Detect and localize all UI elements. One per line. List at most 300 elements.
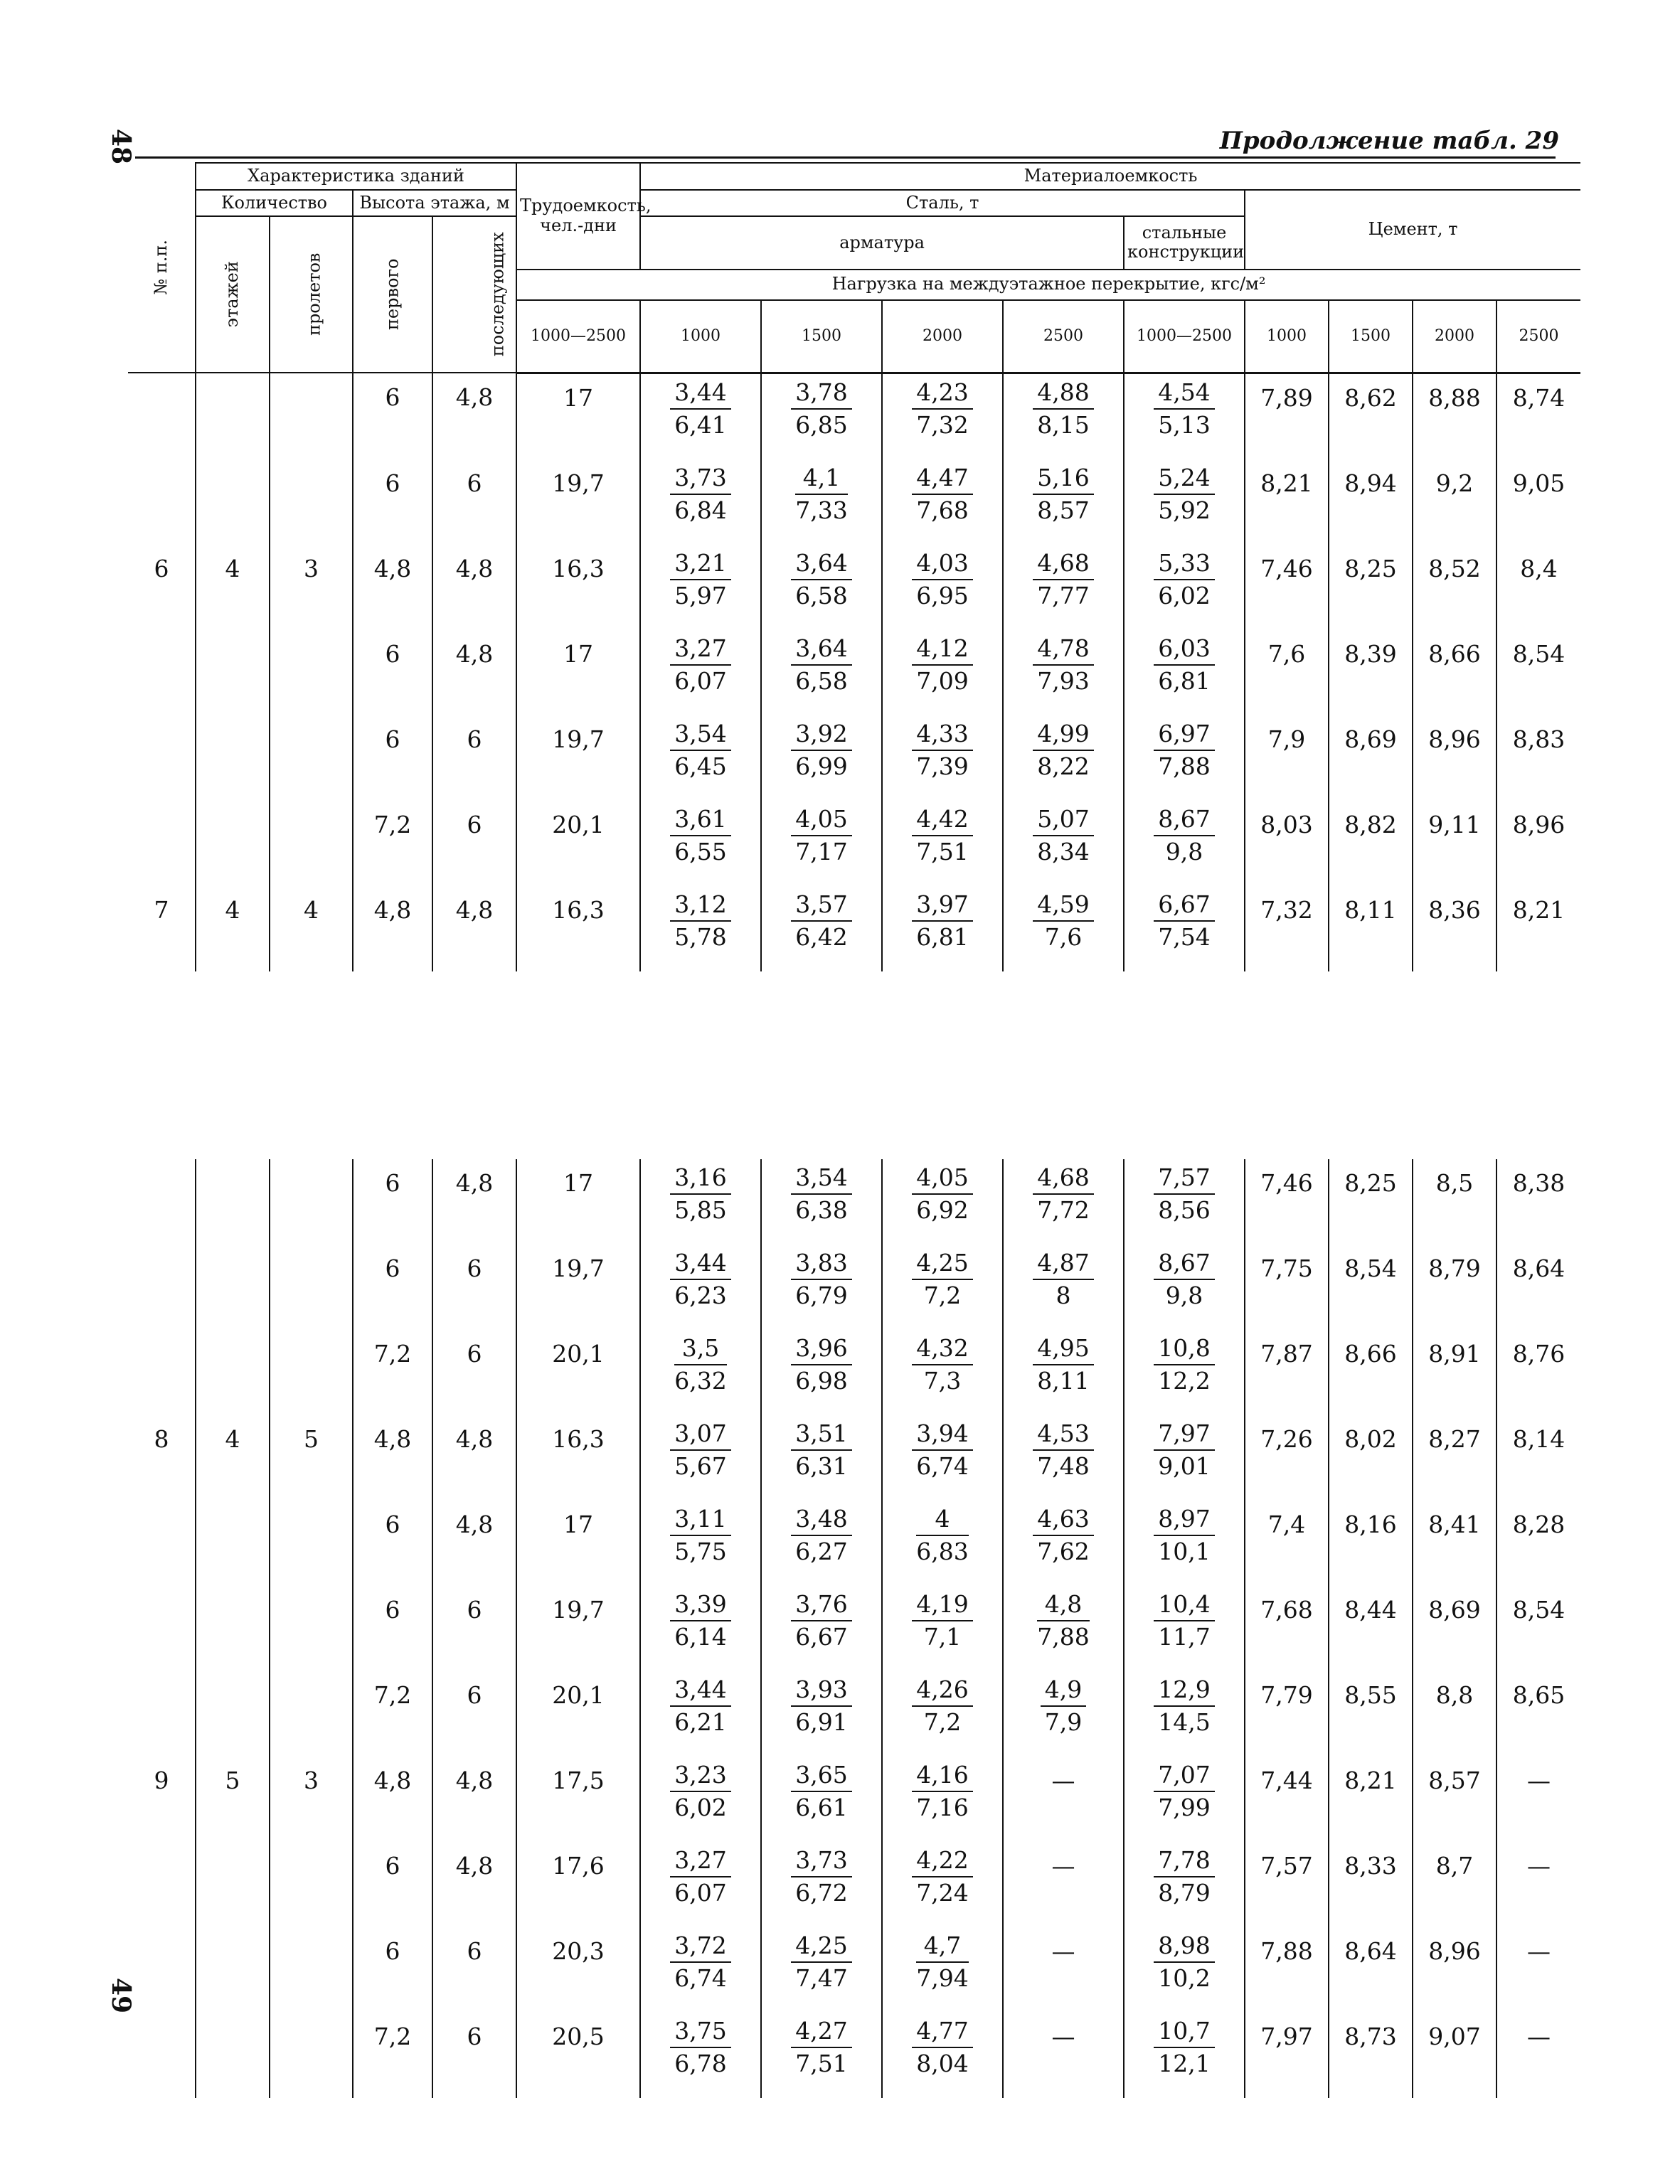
cell-a1: $\frac{3,39}{6,14}$ [640, 1586, 761, 1671]
load-arm-2000: 2000 [882, 300, 1003, 373]
cell-s: $\frac{8,67}{9,8}$ [1124, 1245, 1245, 1330]
cell-s: $\frac{8,97}{10,1}$ [1124, 1501, 1245, 1586]
cell-a2: $\frac{4,27}{7,51}$ [761, 2013, 882, 2098]
steel-header: Сталь, т [640, 190, 1245, 217]
cell-c2: 8,69 [1329, 715, 1413, 801]
cell-et [196, 801, 270, 886]
cell-a1: $\frac{3,27}{6,07}$ [640, 630, 761, 715]
cell-a3: $\frac{4,77}{8,04}$ [882, 2013, 1003, 2098]
cell-s: $\frac{6,97}{7,88}$ [1124, 715, 1245, 801]
load-cem-2500: 2500 [1496, 300, 1580, 373]
cell-a2: $\frac{3,64}{6,58}$ [761, 545, 882, 630]
cell-a4: $\frac{4,8}{7,88}$ [1003, 1586, 1124, 1671]
cell-h2: 6 [432, 715, 516, 801]
cell-c1: 7,87 [1245, 1330, 1329, 1415]
cell-c1: 7,57 [1245, 1842, 1329, 1927]
cell-trud: 17 [516, 373, 640, 459]
cell-h2: 4,8 [432, 1501, 516, 1586]
cell-c1: 7,89 [1245, 373, 1329, 459]
cell-a1: $\frac{3,21}{5,97}$ [640, 545, 761, 630]
cell-h2: 4,8 [432, 1842, 516, 1927]
cell-c2: 8,94 [1329, 459, 1413, 545]
cell-c1: 7,75 [1245, 1245, 1329, 1330]
spans-header: пролетов [270, 216, 353, 373]
page-number-top: 48 [106, 128, 137, 165]
cell-c4: 8,4 [1496, 545, 1580, 630]
cell-c3: 8,79 [1413, 1245, 1496, 1330]
cell-c1: 7,26 [1245, 1415, 1329, 1501]
cell-c3: 8,27 [1413, 1415, 1496, 1501]
cell-c1: 7,79 [1245, 1671, 1329, 1757]
labor-header: Трудоемкость, чел.-дни [516, 163, 640, 270]
load-cem-1000: 1000 [1245, 300, 1329, 373]
table-row [128, 630, 1580, 715]
cell-h1: 4,8 [353, 886, 432, 971]
table-row [128, 373, 1580, 459]
cell-trud: 20,1 [516, 801, 640, 886]
cell-a4: $\frac{4,78}{7,93}$ [1003, 630, 1124, 715]
cell-c3: 9,2 [1413, 459, 1496, 545]
cell-h2: 4,8 [432, 630, 516, 715]
floors-header: этажей [196, 216, 270, 373]
cell-c2: 8,02 [1329, 1415, 1413, 1501]
table-row [128, 801, 1580, 886]
table-row [128, 886, 1580, 971]
table-row [128, 1415, 1580, 1501]
cell-c4: 8,64 [1496, 1245, 1580, 1330]
cell-trud: 20,3 [516, 1927, 640, 2013]
cell-a1: $\frac{3,23}{6,02}$ [640, 1757, 761, 1842]
cell-a4: $\frac{5,07}{8,34}$ [1003, 801, 1124, 886]
cell-c4: 8,38 [1496, 1159, 1580, 1245]
cell-a3: $\frac{4,25}{7,2}$ [882, 1245, 1003, 1330]
cell-trud: 17,5 [516, 1757, 640, 1842]
cell-et [196, 1330, 270, 1415]
cell-h1: 7,2 [353, 1330, 432, 1415]
cell-c2: 8,11 [1329, 886, 1413, 971]
table-body-top [128, 373, 1580, 971]
cell-pr [270, 801, 353, 886]
cell-pr [270, 373, 353, 459]
cell-a3: $\frac{4,12}{7,09}$ [882, 630, 1003, 715]
cell-trud: 17 [516, 1159, 640, 1245]
cell-h1: 6 [353, 630, 432, 715]
load-labor: 1000—2500 [516, 300, 640, 373]
cell-c1: 8,21 [1245, 459, 1329, 545]
cell-s: $\frac{5,33}{6,02}$ [1124, 545, 1245, 630]
cell-c4: 8,21 [1496, 886, 1580, 971]
cell-c3: 9,07 [1413, 2013, 1496, 2098]
cell-c2: 8,55 [1329, 1671, 1413, 1757]
cell-c4: 8,74 [1496, 373, 1580, 459]
cell-a1: $\frac{3,73}{6,84}$ [640, 459, 761, 545]
cell-c3: 8,8 [1413, 1671, 1496, 1757]
cell-h1: 7,2 [353, 2013, 432, 2098]
cell-s: $\frac{10,4}{11,7}$ [1124, 1586, 1245, 1671]
cell-et [196, 2013, 270, 2098]
cell-a3: $\frac{4,03}{6,95}$ [882, 545, 1003, 630]
cell-c4: 8,54 [1496, 630, 1580, 715]
cell-a3: $\frac{4,16}{7,16}$ [882, 1757, 1003, 1842]
cell-a3: $\frac{4}{6,83}$ [882, 1501, 1003, 1586]
cell-s: $\frac{6,03}{6,81}$ [1124, 630, 1245, 715]
cell-a1: $\frac{3,11}{5,75}$ [640, 1501, 761, 1586]
cell-trud: 19,7 [516, 715, 640, 801]
cell-h1: 6 [353, 1159, 432, 1245]
cell-np [128, 630, 196, 715]
cell-a4: $\frac{4,59}{7,6}$ [1003, 886, 1124, 971]
cell-h1: 6 [353, 459, 432, 545]
cell-a4: $\frac{4,68}{7,72}$ [1003, 1159, 1124, 1245]
cell-pr [270, 1842, 353, 1927]
cell-c3: 8,5 [1413, 1159, 1496, 1245]
cell-a2: $\frac{3,92}{6,99}$ [761, 715, 882, 801]
table-row [128, 459, 1580, 545]
cell-np [128, 1671, 196, 1757]
cell-a2: $\frac{3,54}{6,38}$ [761, 1159, 882, 1245]
cell-trud: 20,1 [516, 1330, 640, 1415]
cell-a2: $\frac{4,1}{7,33}$ [761, 459, 882, 545]
cell-s: $\frac{12,9}{14,5}$ [1124, 1671, 1245, 1757]
cell-a4: $\frac{4,63}{7,62}$ [1003, 1501, 1124, 1586]
floor-height-header: Высота этажа, м [353, 190, 516, 217]
cell-a3: $\frac{4,42}{7,51}$ [882, 801, 1003, 886]
table-row [128, 1330, 1580, 1415]
cell-s: $\frac{7,57}{8,56}$ [1124, 1159, 1245, 1245]
cell-c2: 8,66 [1329, 1330, 1413, 1415]
cell-a3: $\frac{3,94}{6,74}$ [882, 1415, 1003, 1501]
cell-et: 4 [196, 545, 270, 630]
cell-et [196, 1671, 270, 1757]
cell-np: 9 [128, 1757, 196, 1842]
table-header [128, 163, 1580, 373]
cell-s: $\frac{6,67}{7,54}$ [1124, 886, 1245, 971]
cell-c3: 8,91 [1413, 1330, 1496, 1415]
cell-c3: 8,57 [1413, 1757, 1496, 1842]
cell-c4: 8,76 [1496, 1330, 1580, 1415]
armature-header: арматура [640, 216, 1124, 270]
cell-c2: 8,39 [1329, 630, 1413, 715]
cell-trud: 19,7 [516, 1245, 640, 1330]
cell-pr [270, 1330, 353, 1415]
cell-a1: $\frac{3,75}{6,78}$ [640, 2013, 761, 2098]
cell-c2: 8,62 [1329, 373, 1413, 459]
cell-pr [270, 1501, 353, 1586]
load-arm-1000: 1000 [640, 300, 761, 373]
cell-c2: 8,25 [1329, 1159, 1413, 1245]
load-arm-1500: 1500 [761, 300, 882, 373]
cell-a4: $\frac{4,87}{8}$ [1003, 1245, 1124, 1330]
cell-a4: $\frac{5,16}{8,57}$ [1003, 459, 1124, 545]
cell-et [196, 1159, 270, 1245]
cell-np [128, 801, 196, 886]
cell-h1: 6 [353, 373, 432, 459]
cell-c3: 8,41 [1413, 1501, 1496, 1586]
cell-c4: — [1496, 2013, 1580, 2098]
cell-a2: $\frac{3,78}{6,85}$ [761, 373, 882, 459]
subsequent-floor-header: последующих [432, 216, 516, 373]
cell-np: 8 [128, 1415, 196, 1501]
table-body-bottom [128, 1159, 1580, 2098]
cell-a2: $\frac{3,57}{6,42}$ [761, 886, 882, 971]
cell-a1: $\frac{3,61}{6,55}$ [640, 801, 761, 886]
cell-c3: 9,11 [1413, 801, 1496, 886]
cell-a1: $\frac{3,44}{6,23}$ [640, 1245, 761, 1330]
cell-c2: 8,33 [1329, 1842, 1413, 1927]
cell-h2: 4,8 [432, 1757, 516, 1842]
cell-c3: 8,96 [1413, 1927, 1496, 2013]
cell-s: $\frac{7,97}{9,01}$ [1124, 1415, 1245, 1501]
cell-np [128, 2013, 196, 2098]
cell-s: $\frac{5,24}{5,92}$ [1124, 459, 1245, 545]
cell-a3: $\frac{4,19}{7,1}$ [882, 1586, 1003, 1671]
cell-c4: 8,96 [1496, 801, 1580, 886]
cell-a2: $\frac{3,51}{6,31}$ [761, 1415, 882, 1501]
cell-a3: $\frac{4,7}{7,94}$ [882, 1927, 1003, 2013]
cell-h2: 4,8 [432, 886, 516, 971]
cell-pr [270, 459, 353, 545]
cell-np [128, 373, 196, 459]
cell-a1: $\frac{3,54}{6,45}$ [640, 715, 761, 801]
cell-trud: 19,7 [516, 1586, 640, 1671]
cell-a4: — [1003, 1842, 1124, 1927]
page-number-bottom: 49 [106, 1977, 137, 2014]
cell-h2: 6 [432, 801, 516, 886]
cell-c4: 8,83 [1496, 715, 1580, 801]
cell-et [196, 459, 270, 545]
cell-a3: $\frac{4,26}{7,2}$ [882, 1671, 1003, 1757]
cell-a2: $\frac{3,93}{6,91}$ [761, 1671, 882, 1757]
cell-et [196, 1927, 270, 2013]
cell-s: $\frac{8,67}{9,8}$ [1124, 801, 1245, 886]
cell-a4: $\frac{4,95}{8,11}$ [1003, 1330, 1124, 1415]
cell-a2: $\frac{3,83}{6,79}$ [761, 1245, 882, 1330]
cell-c2: 8,44 [1329, 1586, 1413, 1671]
cell-pr [270, 1245, 353, 1330]
cell-et [196, 715, 270, 801]
table-row [128, 1586, 1580, 1671]
steel-structures-header: стальные конструкции [1124, 216, 1245, 270]
cement-header: Цемент, т [1245, 190, 1580, 270]
cell-a2: $\frac{3,73}{6,72}$ [761, 1842, 882, 1927]
cell-c1: 7,44 [1245, 1757, 1329, 1842]
cell-h2: 6 [432, 2013, 516, 2098]
cell-c3: 8,52 [1413, 545, 1496, 630]
load-header: Нагрузка на междуэтажное перекрытие, кгс/м² [516, 270, 1580, 300]
cell-c2: 8,16 [1329, 1501, 1413, 1586]
cell-trud: 20,5 [516, 2013, 640, 2098]
cell-h2: 4,8 [432, 373, 516, 459]
cell-pr [270, 715, 353, 801]
cell-c2: 8,73 [1329, 2013, 1413, 2098]
load-cem-2000: 2000 [1413, 300, 1496, 373]
cell-c1: 7,46 [1245, 1159, 1329, 1245]
cell-c4: — [1496, 1927, 1580, 2013]
table-row [128, 1245, 1580, 1330]
cell-et [196, 1586, 270, 1671]
cell-a2: $\frac{4,05}{7,17}$ [761, 801, 882, 886]
cell-c1: 7,97 [1245, 2013, 1329, 2098]
cell-a4: — [1003, 2013, 1124, 2098]
table-row [128, 1501, 1580, 1586]
cell-a2: $\frac{3,64}{6,58}$ [761, 630, 882, 715]
cell-c2: 8,21 [1329, 1757, 1413, 1842]
cell-a2: $\frac{4,25}{7,47}$ [761, 1927, 882, 2013]
cell-a3: $\frac{4,23}{7,32}$ [882, 373, 1003, 459]
cell-a4: $\frac{4,99}{8,22}$ [1003, 715, 1124, 801]
cell-h1: 4,8 [353, 1757, 432, 1842]
cell-a1: $\frac{3,5}{6,32}$ [640, 1330, 761, 1415]
materials-header: Материалоемкость [640, 163, 1580, 190]
table-row [128, 1757, 1580, 1842]
cell-c1: 7,68 [1245, 1586, 1329, 1671]
cell-c3: 8,69 [1413, 1586, 1496, 1671]
load-cem-1500: 1500 [1329, 300, 1413, 373]
building-char-header: Характеристика зданий [196, 163, 516, 190]
cell-et: 4 [196, 886, 270, 971]
cell-et [196, 630, 270, 715]
cell-c4: 8,28 [1496, 1501, 1580, 1586]
cell-c1: 7,6 [1245, 630, 1329, 715]
cell-c2: 8,64 [1329, 1927, 1413, 2013]
cell-trud: 17,6 [516, 1842, 640, 1927]
cell-a1: $\frac{3,16}{5,85}$ [640, 1159, 761, 1245]
cell-a2: $\frac{3,96}{6,98}$ [761, 1330, 882, 1415]
cell-np [128, 715, 196, 801]
cell-np [128, 1330, 196, 1415]
cell-pr: 5 [270, 1415, 353, 1501]
cell-a2: $\frac{3,76}{6,67}$ [761, 1586, 882, 1671]
cell-h1: 6 [353, 1245, 432, 1330]
cell-a1: $\frac{3,44}{6,21}$ [640, 1671, 761, 1757]
cell-h1: 6 [353, 1842, 432, 1927]
cell-np: 6 [128, 545, 196, 630]
cell-np [128, 1927, 196, 2013]
cell-h2: 6 [432, 459, 516, 545]
cell-a3: $\frac{4,32}{7,3}$ [882, 1330, 1003, 1415]
cell-a2: $\frac{3,48}{6,27}$ [761, 1501, 882, 1586]
cell-c2: 8,25 [1329, 545, 1413, 630]
table-row [128, 715, 1580, 801]
cell-a4: $\frac{4,53}{7,48}$ [1003, 1415, 1124, 1501]
cell-a4: $\frac{4,88}{8,15}$ [1003, 373, 1124, 459]
cell-a3: $\frac{4,47}{7,68}$ [882, 459, 1003, 545]
cell-s: $\frac{10,8}{12,2}$ [1124, 1330, 1245, 1415]
first-floor-header: первого [353, 216, 432, 373]
cell-c3: 8,66 [1413, 630, 1496, 715]
cell-c2: 8,54 [1329, 1245, 1413, 1330]
table-row [128, 2013, 1580, 2098]
cell-h1: 6 [353, 1927, 432, 2013]
table-row [128, 545, 1580, 630]
top-rule [135, 156, 1556, 159]
cell-a1: $\frac{3,72}{6,74}$ [640, 1927, 761, 2013]
cell-np [128, 1159, 196, 1245]
cell-a3: $\frac{4,22}{7,24}$ [882, 1842, 1003, 1927]
cell-np [128, 1842, 196, 1927]
cell-pr [270, 630, 353, 715]
cell-h2: 6 [432, 1671, 516, 1757]
cell-h1: 7,2 [353, 801, 432, 886]
cell-et [196, 1245, 270, 1330]
cell-a3: $\frac{4,33}{7,39}$ [882, 715, 1003, 801]
cell-h2: 6 [432, 1330, 516, 1415]
cell-pr [270, 2013, 353, 2098]
cell-a4: $\frac{4,68}{7,77}$ [1003, 545, 1124, 630]
cell-s: $\frac{4,54}{5,13}$ [1124, 373, 1245, 459]
cell-np [128, 459, 196, 545]
cell-a3: $\frac{3,97}{6,81}$ [882, 886, 1003, 971]
cell-h1: 6 [353, 1501, 432, 1586]
cell-pr [270, 1671, 353, 1757]
cell-trud: 16,3 [516, 545, 640, 630]
cell-trud: 16,3 [516, 886, 640, 971]
cell-a1: $\frac{3,07}{5,67}$ [640, 1415, 761, 1501]
cell-s: $\frac{7,78}{8,79}$ [1124, 1842, 1245, 1927]
cell-a4: $\frac{4,9}{7,9}$ [1003, 1671, 1124, 1757]
cell-h2: 6 [432, 1586, 516, 1671]
cell-h1: 6 [353, 1586, 432, 1671]
cell-et [196, 1842, 270, 1927]
cell-c4: 8,65 [1496, 1671, 1580, 1757]
cell-pr [270, 1159, 353, 1245]
cell-c4: 8,14 [1496, 1415, 1580, 1501]
load-arm-2500: 2500 [1003, 300, 1124, 373]
cell-c3: 8,36 [1413, 886, 1496, 971]
cell-trud: 20,1 [516, 1671, 640, 1757]
cell-et: 5 [196, 1757, 270, 1842]
col-np-header: № п.п. [128, 163, 196, 373]
cell-c3: 8,88 [1413, 373, 1496, 459]
cell-np: 7 [128, 886, 196, 971]
cell-s: $\frac{10,7}{12,1}$ [1124, 2013, 1245, 2098]
cell-c1: 7,88 [1245, 1927, 1329, 2013]
cell-c1: 7,4 [1245, 1501, 1329, 1586]
table-top [128, 162, 1580, 971]
cell-c4: — [1496, 1842, 1580, 1927]
cell-a4: — [1003, 1927, 1124, 2013]
cell-np [128, 1586, 196, 1671]
quantity-header: Количество [196, 190, 353, 217]
cell-s: $\frac{8,98}{10,2}$ [1124, 1927, 1245, 2013]
cell-np [128, 1501, 196, 1586]
cell-a1: $\frac{3,44}{6,41}$ [640, 373, 761, 459]
cell-et [196, 373, 270, 459]
table-row [128, 1842, 1580, 1927]
cell-pr: 4 [270, 886, 353, 971]
cell-c3: 8,7 [1413, 1842, 1496, 1927]
cell-trud: 17 [516, 630, 640, 715]
cell-pr: 3 [270, 545, 353, 630]
cell-trud: 19,7 [516, 459, 640, 545]
cell-pr [270, 1586, 353, 1671]
cell-np [128, 1245, 196, 1330]
cell-h2: 4,8 [432, 545, 516, 630]
cell-a2: $\frac{3,65}{6,61}$ [761, 1757, 882, 1842]
table-row [128, 1159, 1580, 1245]
cell-trud: 16,3 [516, 1415, 640, 1501]
cell-h1: 6 [353, 715, 432, 801]
cell-s: $\frac{7,07}{7,99}$ [1124, 1757, 1245, 1842]
cell-pr [270, 1927, 353, 2013]
cell-h2: 4,8 [432, 1159, 516, 1245]
cell-h1: 4,8 [353, 1415, 432, 1501]
cell-h2: 6 [432, 1927, 516, 2013]
cell-h2: 6 [432, 1245, 516, 1330]
cell-a3: $\frac{4,05}{6,92}$ [882, 1159, 1003, 1245]
cell-a4: — [1003, 1757, 1124, 1842]
cell-a1: $\frac{3,12}{5,78}$ [640, 886, 761, 971]
